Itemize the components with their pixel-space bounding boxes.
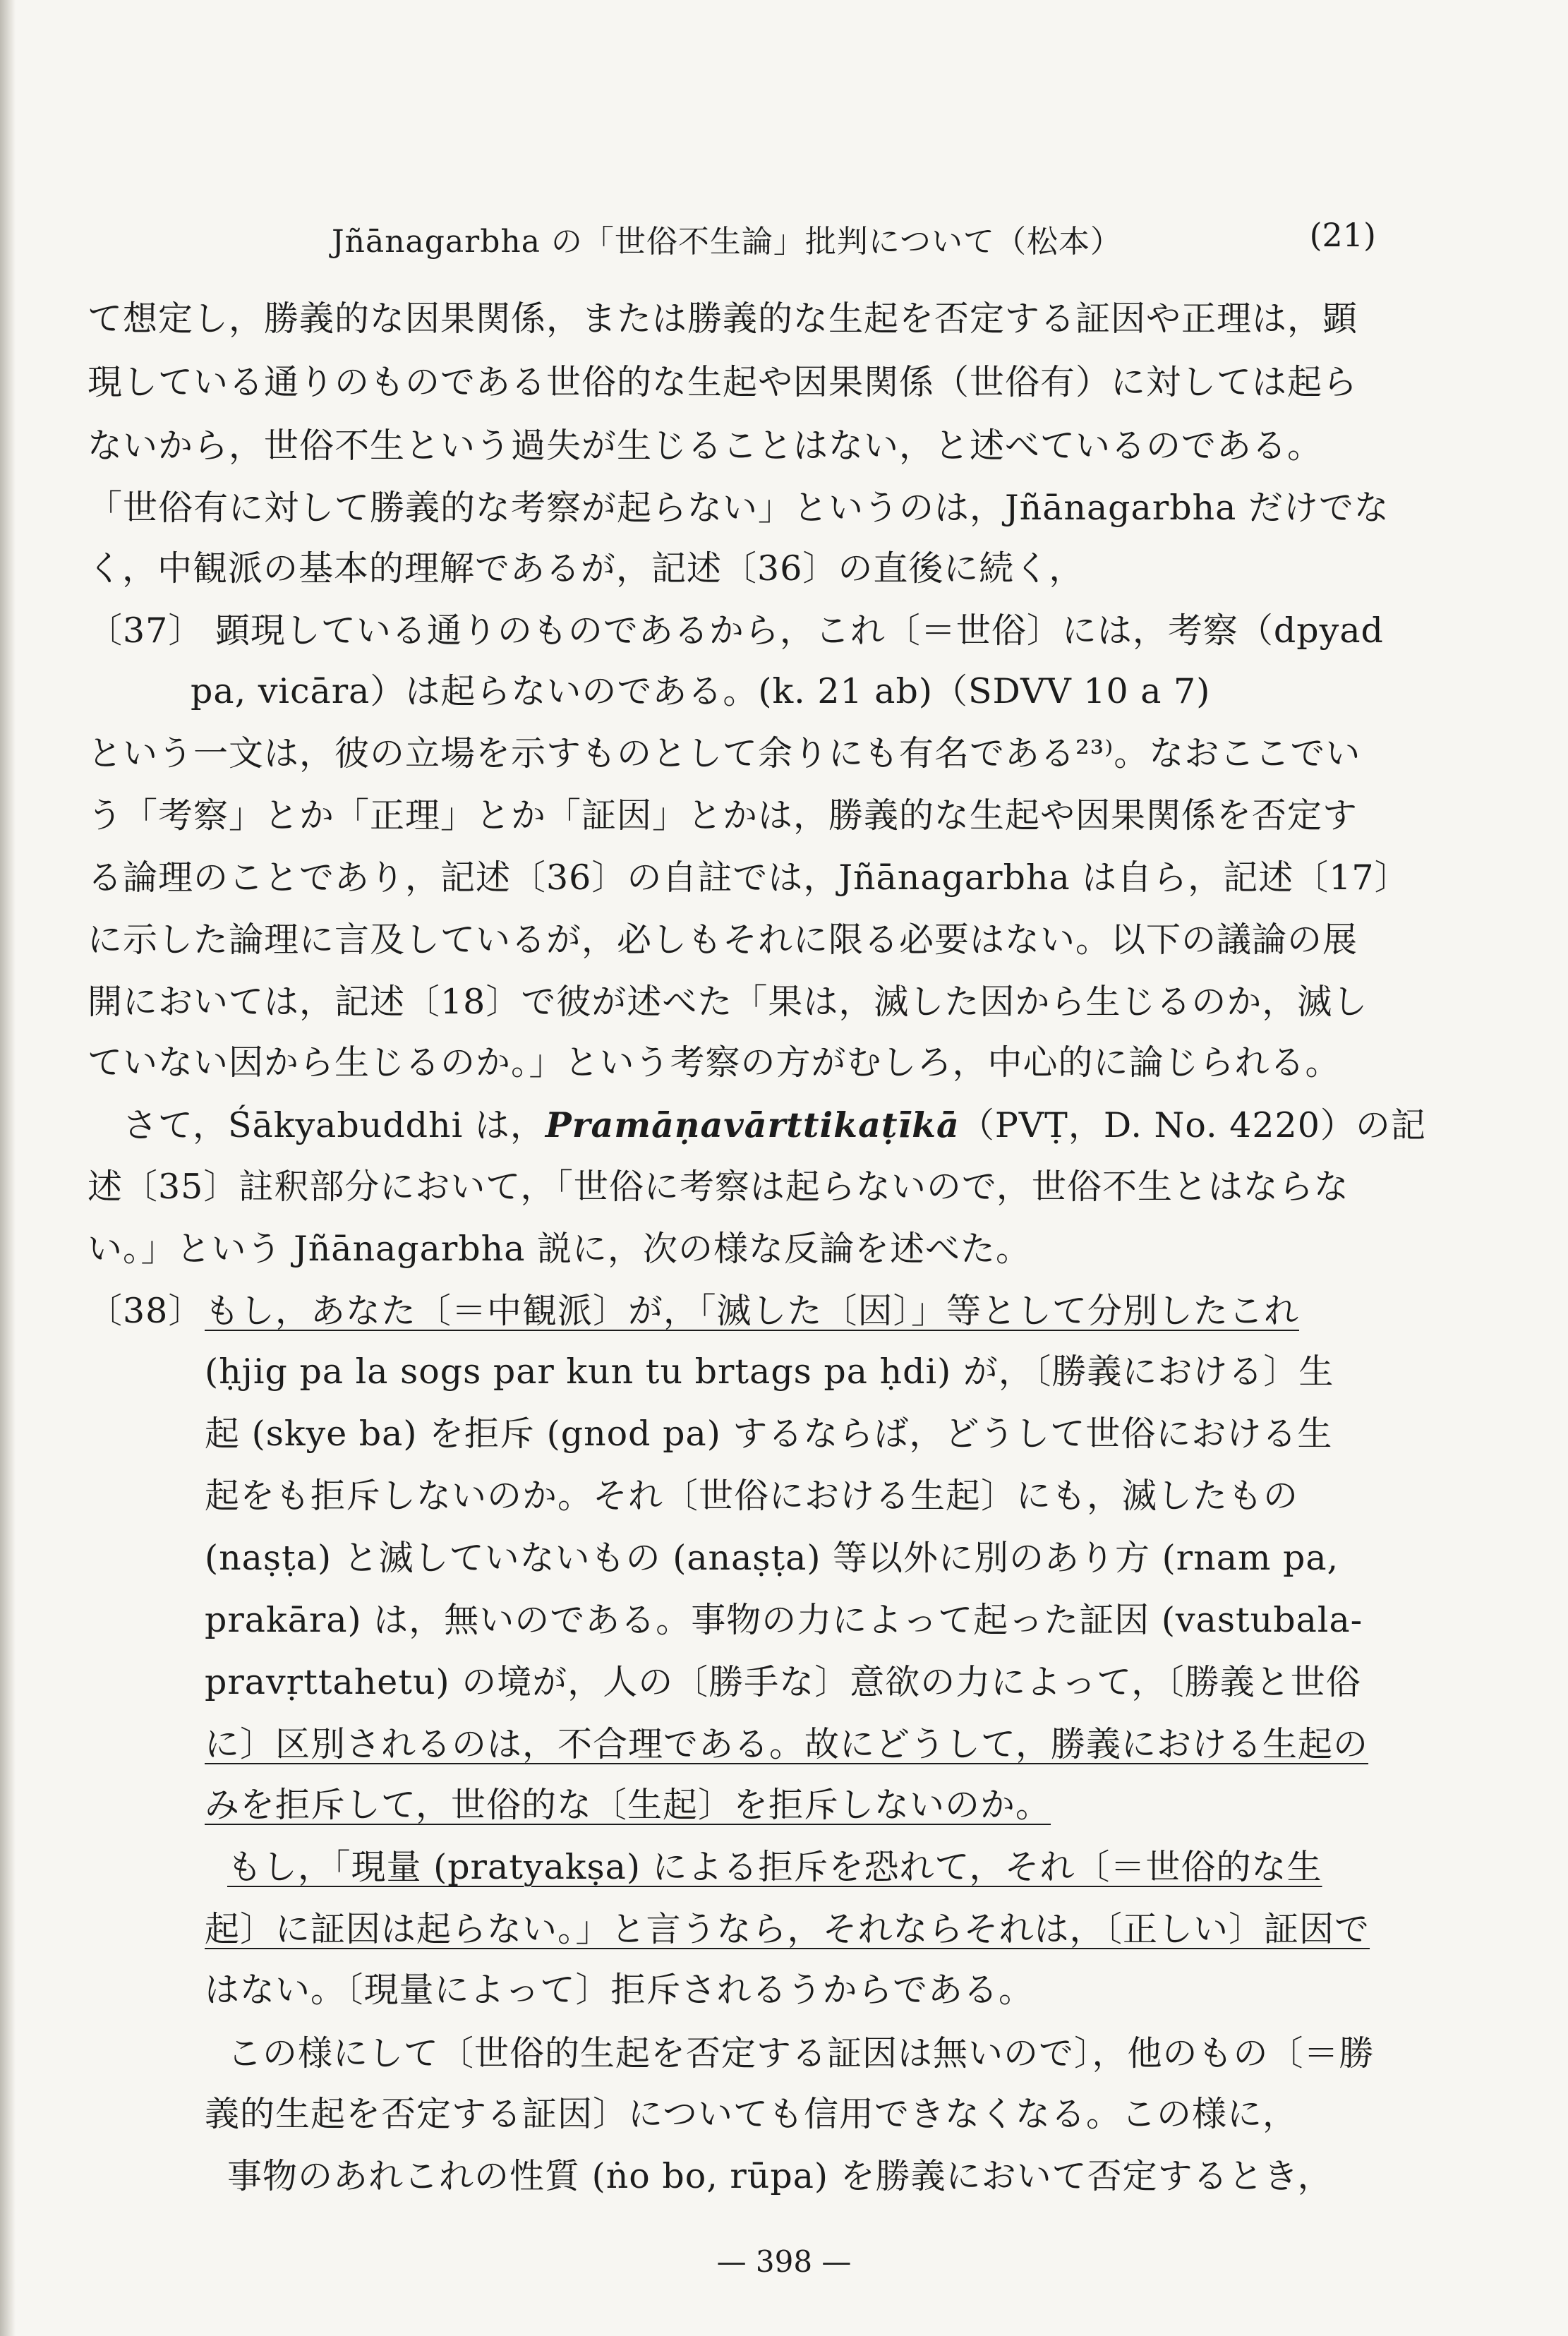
text-line: て想定し，勝義的な因果関係，または勝義的な生起を否定する証因や正理は，顕 (88, 299, 1358, 339)
text-line: みを拒斥して，世俗的な〔生起〕を拒斥しないのか。 (205, 1785, 1051, 1825)
scan-edge (0, 0, 16, 2336)
text-line: 義的生起を否定する証因〕についても信用できなくなる。この様に， (205, 2094, 1298, 2134)
text-line: 事物のあれこれの性質 (ṅo bo, rūpa) を勝義において否定するとき， (227, 2156, 1333, 2196)
text-line: に〕区別されるのは，不合理である。故にどうして，勝義における生起の (205, 1724, 1369, 1764)
text-line: く，中観派の基本的理解であるが，記述〔36〕の直後に続く， (88, 548, 1085, 589)
text-line: 〔37〕 顕現している通りのものであるから，これ〔＝世俗〕には，考察（dpyad (88, 610, 1384, 651)
text-run: （PVṬ，D. No. 4220）の記 (959, 1105, 1426, 1145)
running-header (332, 212, 1376, 268)
text-line: る論理のことであり，記述〔36〕の自註では，Jñānagarbha は自ら，記述〔17〕 (88, 857, 1410, 898)
text-line: という一文は，彼の立場を示すものとして余りにも有名である²³⁾。なおここでい (88, 733, 1361, 773)
text-line: もし，「現量 (pratyakṣa) による拒斥を恐れて，それ〔＝世俗的な生 (227, 1847, 1322, 1887)
header-title: Jñānagarbha の「世俗不生論」批判について（松本） (332, 224, 1123, 260)
text-line: ないから，世俗不生という過失が生じることはない，と述べているのである。 (88, 426, 1323, 466)
text-line: この様にして〔世俗的生起を否定する証因は無いので〕，他のもの〔＝勝 (227, 2033, 1375, 2073)
text-line (123, 1097, 1426, 1153)
text-line: ていない因から生じるのか。」という考察の方がむしろ，中心的に論じられる。 (88, 1042, 1341, 1083)
text-line: う「考察」とか「正理」とか「証因」とかは，勝義的な生起や因果関係を否定す (88, 795, 1358, 836)
page-footer: — 398 — (716, 2244, 852, 2279)
text-line: (ḥjig pa la sogs par kun tu brtags pa ḥdi) が，〔勝義における〕生 (205, 1351, 1334, 1392)
text-line: pravṛttahetu) の境が，人の〔勝手な〕意欲の力によって，〔勝義と世俗 (205, 1662, 1361, 1702)
page-number: (21) (1309, 216, 1376, 254)
text-line: 「世俗有に対して勝義的な考察が起らない」というのは，Jñānagarbha だけでな (88, 488, 1389, 528)
text-run: さて，Śākyabuddhi は， (123, 1105, 545, 1145)
text-line: pa, vicāra）は起らないのである。(k. 21 ab)（SDVV 10 a 7) (191, 671, 1211, 711)
text-line: prakāra) は，無いのである。事物の力によって起った証因 (vastubala- (205, 1600, 1363, 1640)
text-line: 現している通りのものである世俗的な生起や因果関係（世俗有）に対しては起ら (88, 362, 1358, 402)
text-line: (naṣṭa) と滅していないもの (anaṣṭa) 等以外に別のあり方 (rnam pa, (205, 1538, 1339, 1578)
text-line: 起〕に証因は起らない。」と言うなら，それならそれは，〔正しい〕証因で (205, 1909, 1370, 1949)
text-line: 起をも拒斥しないのか。それ〔世俗における生起〕にも，滅したもの (205, 1476, 1299, 1516)
text-line: い。」という Jñānagarbha 説に，次の様な反論を述べた。 (88, 1229, 1031, 1269)
citation-number: 〔38〕 (88, 1291, 204, 1331)
text-line: もし，あなた〔＝中観派〕が，「滅した〔因〕」等として分別したこれ (205, 1291, 1300, 1331)
text-line: 開においては，記述〔18〕で彼が述べた「果は，滅した因から生じるのか，滅し (88, 982, 1368, 1022)
text-line: はない。〔現量によって〕拒斥されるうからである。 (205, 1970, 1035, 2010)
text-line: に示した論理に言及しているが，必しもそれに限る必要はない。以下の議論の展 (88, 920, 1358, 960)
text-line: 述〔35〕註釈部分において，「世俗に考察は起らないので，世俗不生とはならな (88, 1167, 1349, 1207)
work-title: Pramāṇavārttikaṭīkā (545, 1104, 960, 1145)
text-line: 起 (skye ba) を拒斥 (gnod pa) するならば，どうして世俗における生 (205, 1414, 1333, 1454)
